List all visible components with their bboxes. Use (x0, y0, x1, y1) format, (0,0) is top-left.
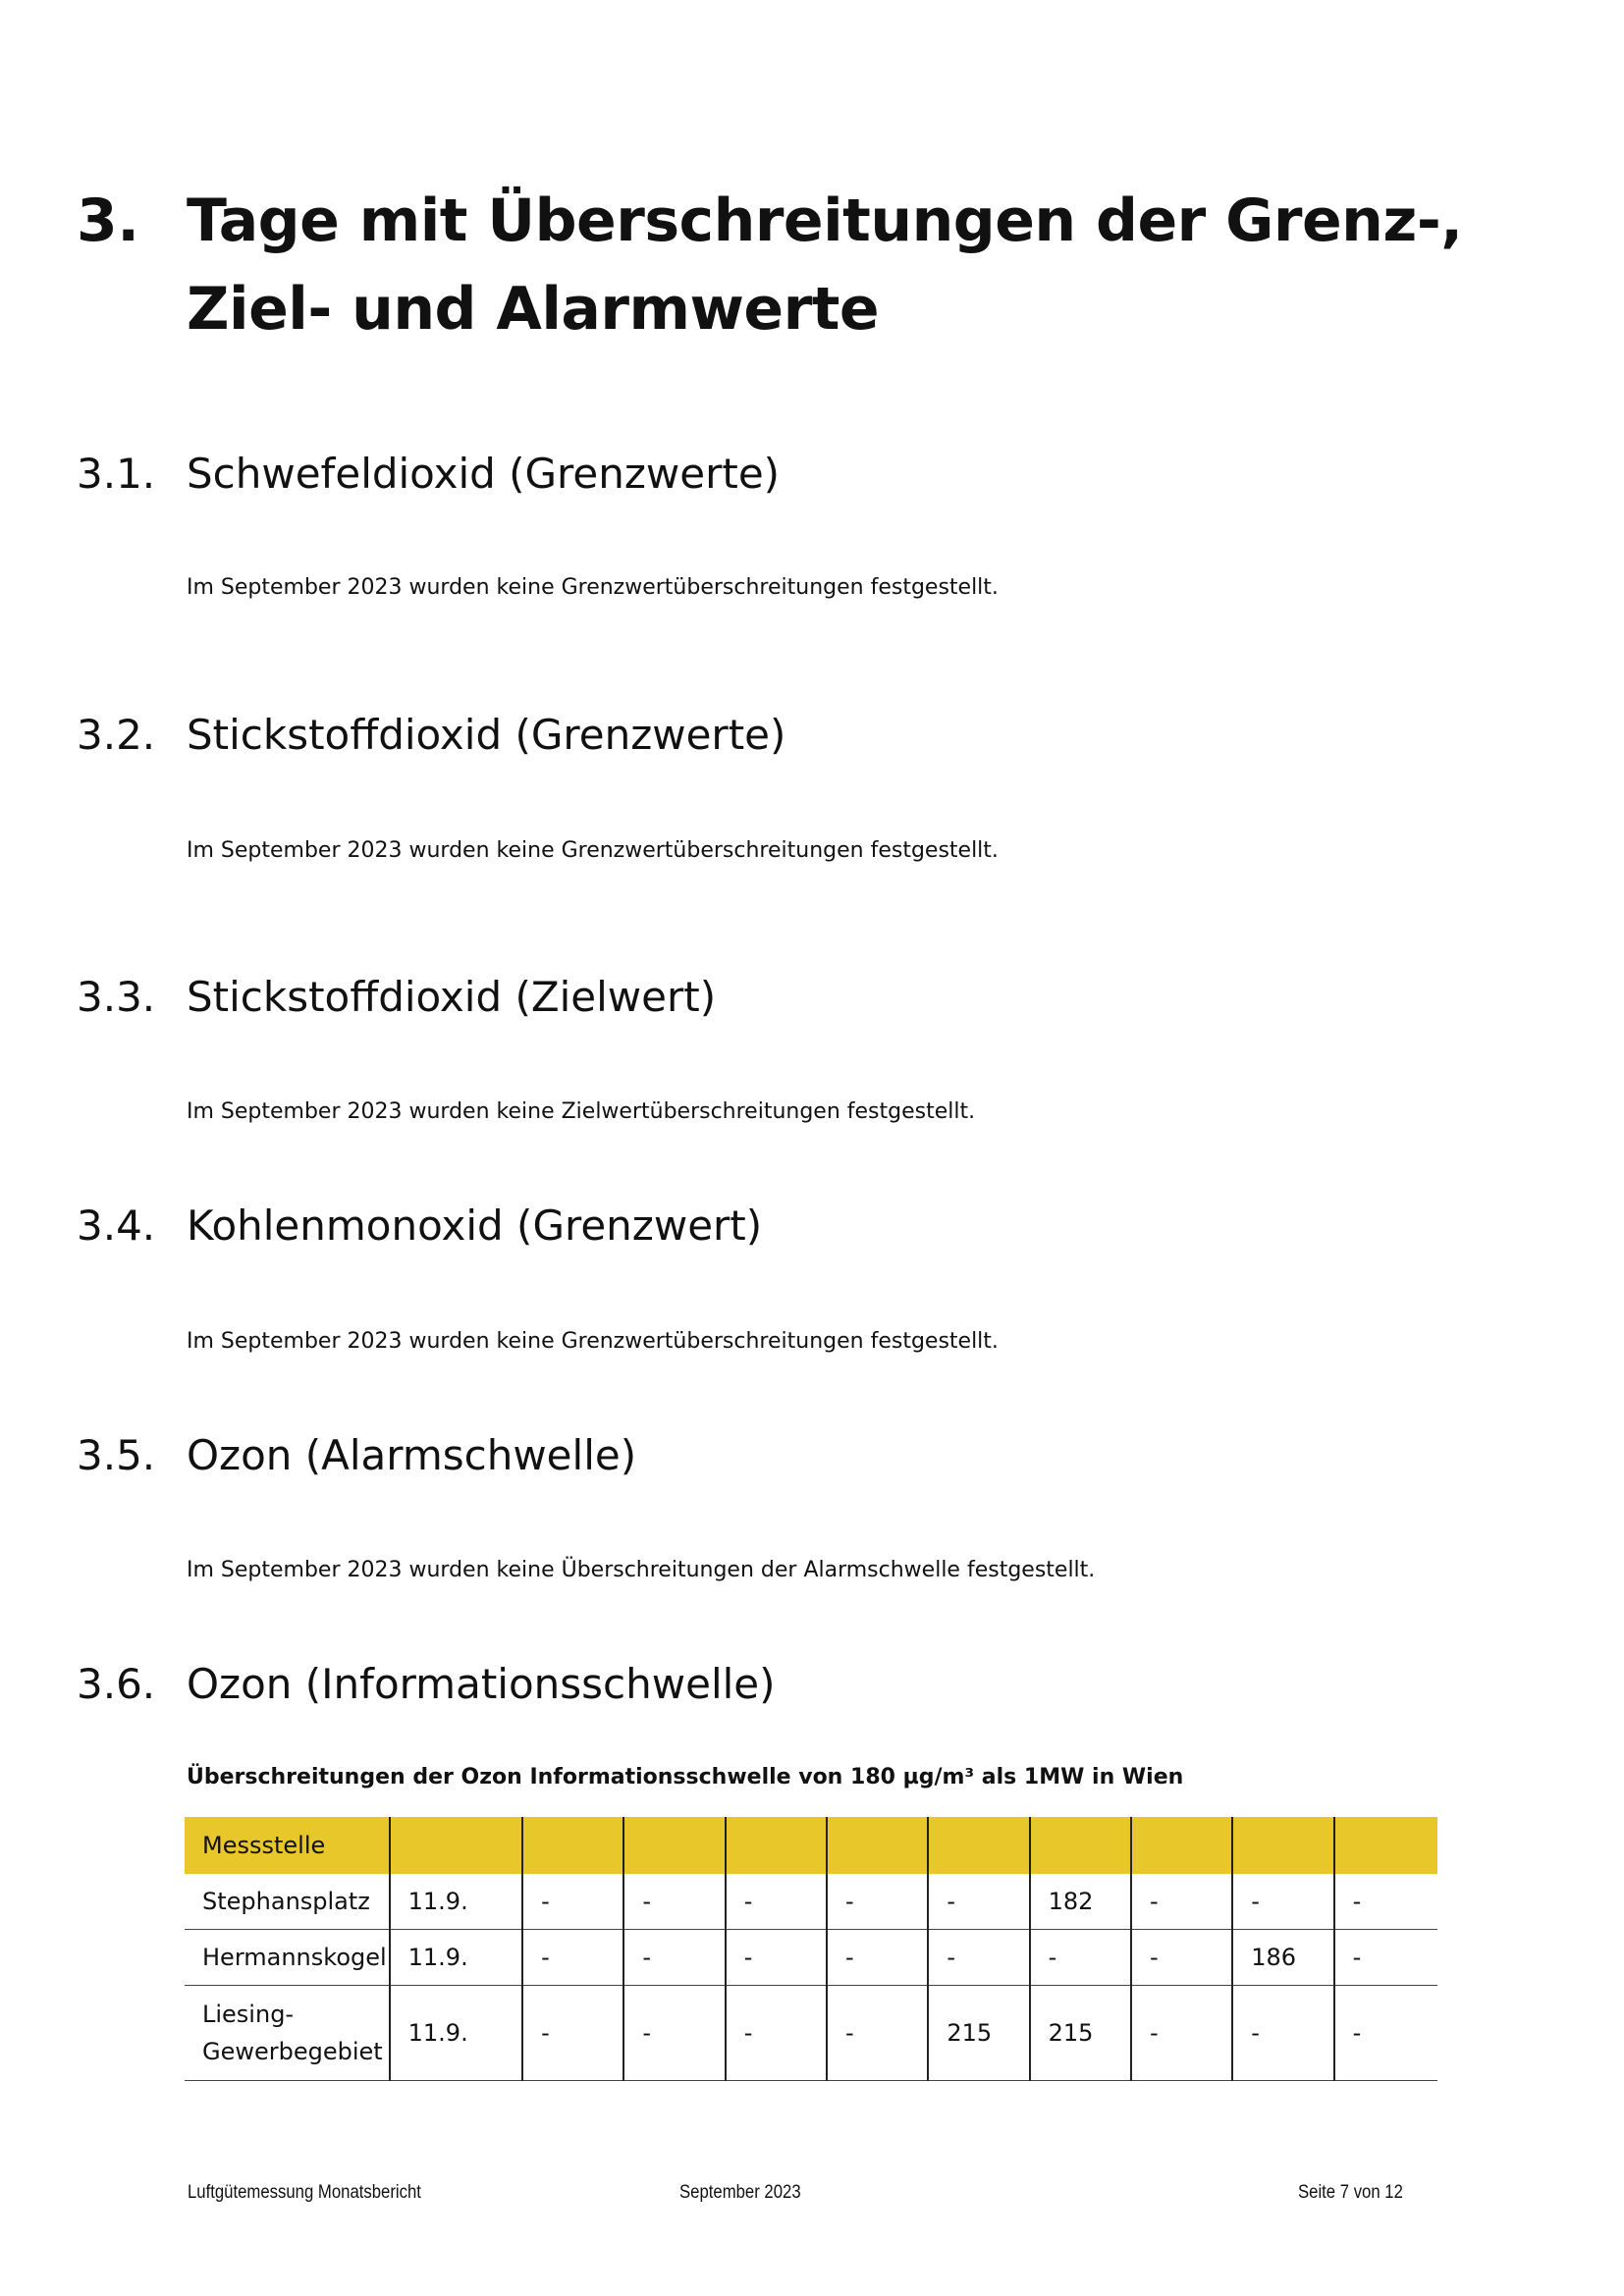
value-cell: 215 (1030, 1986, 1131, 2081)
section-number: 3.5. (77, 1431, 156, 1479)
section-title: Ozon (Alarmschwelle) (187, 1431, 637, 1479)
value-cell: - (928, 1874, 1029, 1930)
table-row (185, 1986, 1437, 2081)
section-title: Ozon (Informationsschwelle) (187, 1660, 776, 1708)
table-row (185, 1930, 1437, 1986)
value-cell: - (726, 1874, 827, 1930)
value-cell: - (1131, 1986, 1232, 2081)
value-cell: - (1232, 1986, 1333, 2081)
value-cell: - (827, 1930, 928, 1986)
value-cell: - (1030, 1930, 1131, 1986)
chapter-title-line-2: Ziel- und Alarmwerte (187, 275, 880, 344)
value-cell: - (827, 1986, 928, 2081)
section-number: 3.1. (77, 450, 156, 498)
value-cell: - (522, 1986, 623, 2081)
chapter-title (187, 177, 1561, 353)
value-cell: - (1232, 1874, 1333, 1930)
section-text-3-1: Im September 2023 wurden keine Grenzwertüberschreitungen festgestellt. (187, 575, 999, 600)
value-cell: - (726, 1930, 827, 1986)
chapter-number: 3. (77, 187, 139, 255)
footer-center: September 2023 (679, 2182, 801, 2203)
date-cell: 11.9. (390, 1986, 522, 2081)
header-cell (928, 1817, 1029, 1874)
header-cell (1131, 1817, 1232, 1874)
value-cell: - (623, 1930, 725, 1986)
station-cell: Hermannskogel (185, 1930, 390, 1986)
value-cell: - (522, 1874, 623, 1930)
section-text-3-5: Im September 2023 wurden keine Überschreitungen der Alarmschwelle festgestellt. (187, 1558, 1096, 1582)
value-cell: - (623, 1986, 725, 2081)
value-cell: - (928, 1930, 1029, 1986)
section-text-3-3: Im September 2023 wurden keine Zielwertüberschreitungen festgestellt. (187, 1099, 976, 1124)
value-cell: 215 (928, 1986, 1029, 2081)
section-title: Stickstoffdioxid (Grenzwerte) (187, 711, 786, 759)
section-title: Stickstoffdioxid (Zielwert) (187, 973, 717, 1021)
value-cell: - (1131, 1874, 1232, 1930)
value-cell: - (623, 1874, 725, 1930)
header-cell (1030, 1817, 1131, 1874)
date-cell: 11.9. (390, 1930, 522, 1986)
value-cell: - (1131, 1930, 1232, 1986)
header-cell (1334, 1817, 1437, 1874)
header-cell (390, 1817, 522, 1874)
header-cell (623, 1817, 725, 1874)
chapter-title-line-1: Tage mit Überschreitungen der Grenz-, (187, 187, 1463, 255)
section-number: 3.3. (77, 973, 156, 1021)
footer-page-number: Seite 7 von 12 (1298, 2182, 1403, 2203)
value-cell: - (1334, 1930, 1437, 1986)
value-cell: - (1334, 1986, 1437, 2081)
value-cell: 186 (1232, 1930, 1333, 1986)
section-number: 3.2. (77, 711, 156, 759)
section-title: Kohlenmonoxid (Grenzwert) (187, 1201, 763, 1250)
section-text-3-2: Im September 2023 wurden keine Grenzwertüberschreitungen festgestellt. (187, 838, 999, 863)
section-number: 3.4. (77, 1201, 156, 1250)
section-number: 3.6. (77, 1660, 156, 1708)
header-cell (827, 1817, 928, 1874)
section-text-3-4: Im September 2023 wurden keine Grenzwertüberschreitungen festgestellt. (187, 1329, 999, 1354)
value-cell: - (522, 1930, 623, 1986)
ozone-exceedance-table (185, 1817, 1437, 2081)
section-title: Schwefeldioxid (Grenzwerte) (187, 450, 781, 498)
header-cell (726, 1817, 827, 1874)
value-cell: - (726, 1986, 827, 2081)
table-row (185, 1874, 1437, 1930)
header-cell: Messstelle (185, 1817, 390, 1874)
value-cell: 182 (1030, 1874, 1131, 1930)
date-cell: 11.9. (390, 1874, 522, 1930)
value-cell: - (827, 1874, 928, 1930)
station-cell: Liesing- Gewerbegebiet (185, 1986, 390, 2081)
header-cell (522, 1817, 623, 1874)
footer-left: Luftgütemessung Monatsbericht (188, 2182, 421, 2203)
value-cell: - (1334, 1874, 1437, 1930)
table-header-row (185, 1817, 1437, 1874)
table-caption: Überschreitungen der Ozon Informationsschwelle von 180 µg/m³ als 1MW in Wien (187, 1765, 1184, 1789)
header-cell (1232, 1817, 1333, 1874)
station-cell: Stephansplatz (185, 1874, 390, 1930)
